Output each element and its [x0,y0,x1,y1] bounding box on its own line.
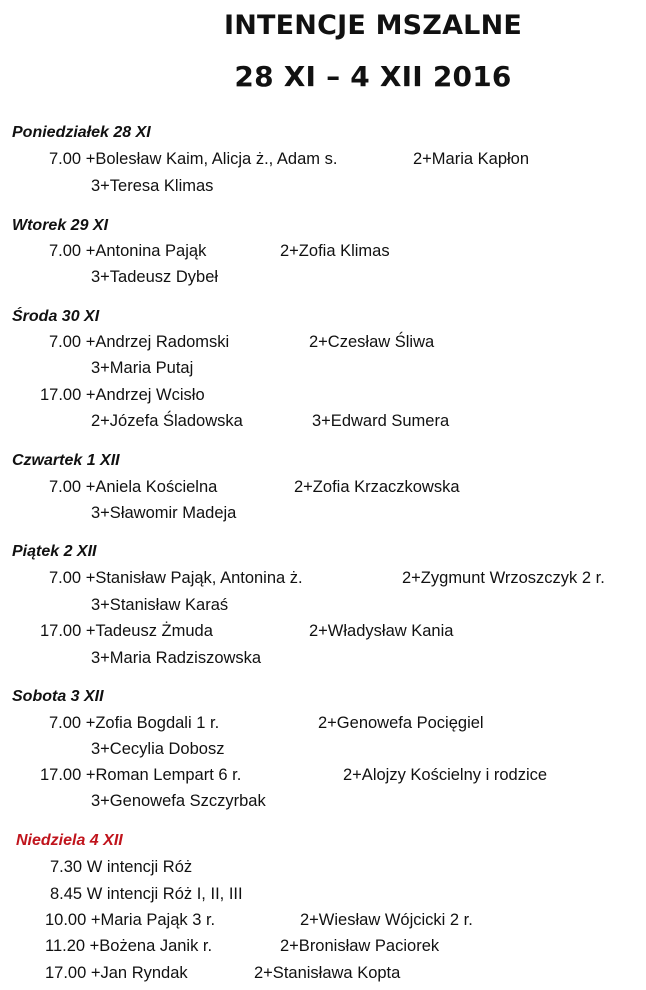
intention-line: 17.00 +Jan Ryndak [45,964,188,982]
intention-line: 8.45 W intencji Róż I, II, III [50,885,243,903]
intention-line: 17.00 +Roman Lempart 6 r. [40,766,242,784]
intention-line: 2+Zofia Klimas [280,242,390,260]
intention-line: 3+Maria Radziszowska [91,649,262,667]
intention-line: 2+Zofia Krzaczkowska [294,478,460,496]
day-heading-sunday: Niedziela 4 XII [16,832,123,849]
day-heading-thursday: Czwartek 1 XII [12,452,120,469]
date-range: 28 XI – 4 XII 2016 [234,60,512,93]
intention-line: 2+Alojzy Kościelny i rodzice [343,766,548,784]
intention-line: 7.00 +Aniela Kościelna [49,478,218,496]
intention-line: 3+Tadeusz Dybeł [91,268,219,286]
intention-line: 2+Wiesław Wójcicki 2 r. [300,911,473,929]
intention-line: 7.00 +Stanisław Pająk, Antonina ż. [49,569,303,587]
intention-line: 2+Zygmunt Wrzoszczyk 2 r. [402,569,605,587]
intention-line: 17.00 +Tadeusz Żmuda [40,622,213,640]
day-heading-tuesday: Wtorek 29 XI [12,217,109,234]
intention-line: 2+Stanisława Kopta [254,964,401,982]
intention-line: 7.00 +Antonina Pająk [49,242,207,260]
intention-line: 3+Edward Sumera [312,412,450,430]
intention-line: 2+Czesław Śliwa [309,333,435,351]
intention-line: 10.00 +Maria Pająk 3 r. [45,911,216,929]
intention-line: 2+Maria Kapłon [413,150,530,168]
intention-line: 17.00 +Andrzej Wcisło [40,386,205,404]
intention-line: 11.20 +Bożena Janik r. [45,937,213,955]
intention-line: 2+Genowefa Pocięgiel [318,714,484,732]
day-heading-monday: Poniedziałek 28 XI [12,124,151,141]
intention-line: 7.30 W intencji Róż [50,858,193,876]
intention-line: 7.00 +Bolesław Kaim, Alicja ż., Adam s. [49,150,338,168]
intention-line: 3+Maria Putaj [91,359,194,377]
intention-line: 2+Władysław Kania [309,622,454,640]
intention-line: 3+Teresa Klimas [91,177,214,195]
intention-line: 3+Stanisław Karaś [91,596,229,614]
intention-line: 7.00 +Andrzej Radomski [49,333,230,351]
intention-line: 3+Genowefa Szczyrbak [91,792,266,810]
day-heading-wednesday: Środa 30 XI [12,308,100,325]
day-heading-saturday: Sobota 3 XII [12,688,104,705]
intention-line: 2+Bronisław Paciorek [280,937,440,955]
page-title: INTENCJE MSZALNE [223,10,523,41]
intention-line: 3+Cecylia Dobosz [91,740,225,758]
day-heading-friday: Piątek 2 XII [12,543,97,560]
intention-line: 7.00 +Zofia Bogdali 1 r. [49,714,220,732]
intention-line: 3+Sławomir Madeja [91,504,237,522]
intention-line: 2+Józefa Śladowska [91,412,243,430]
